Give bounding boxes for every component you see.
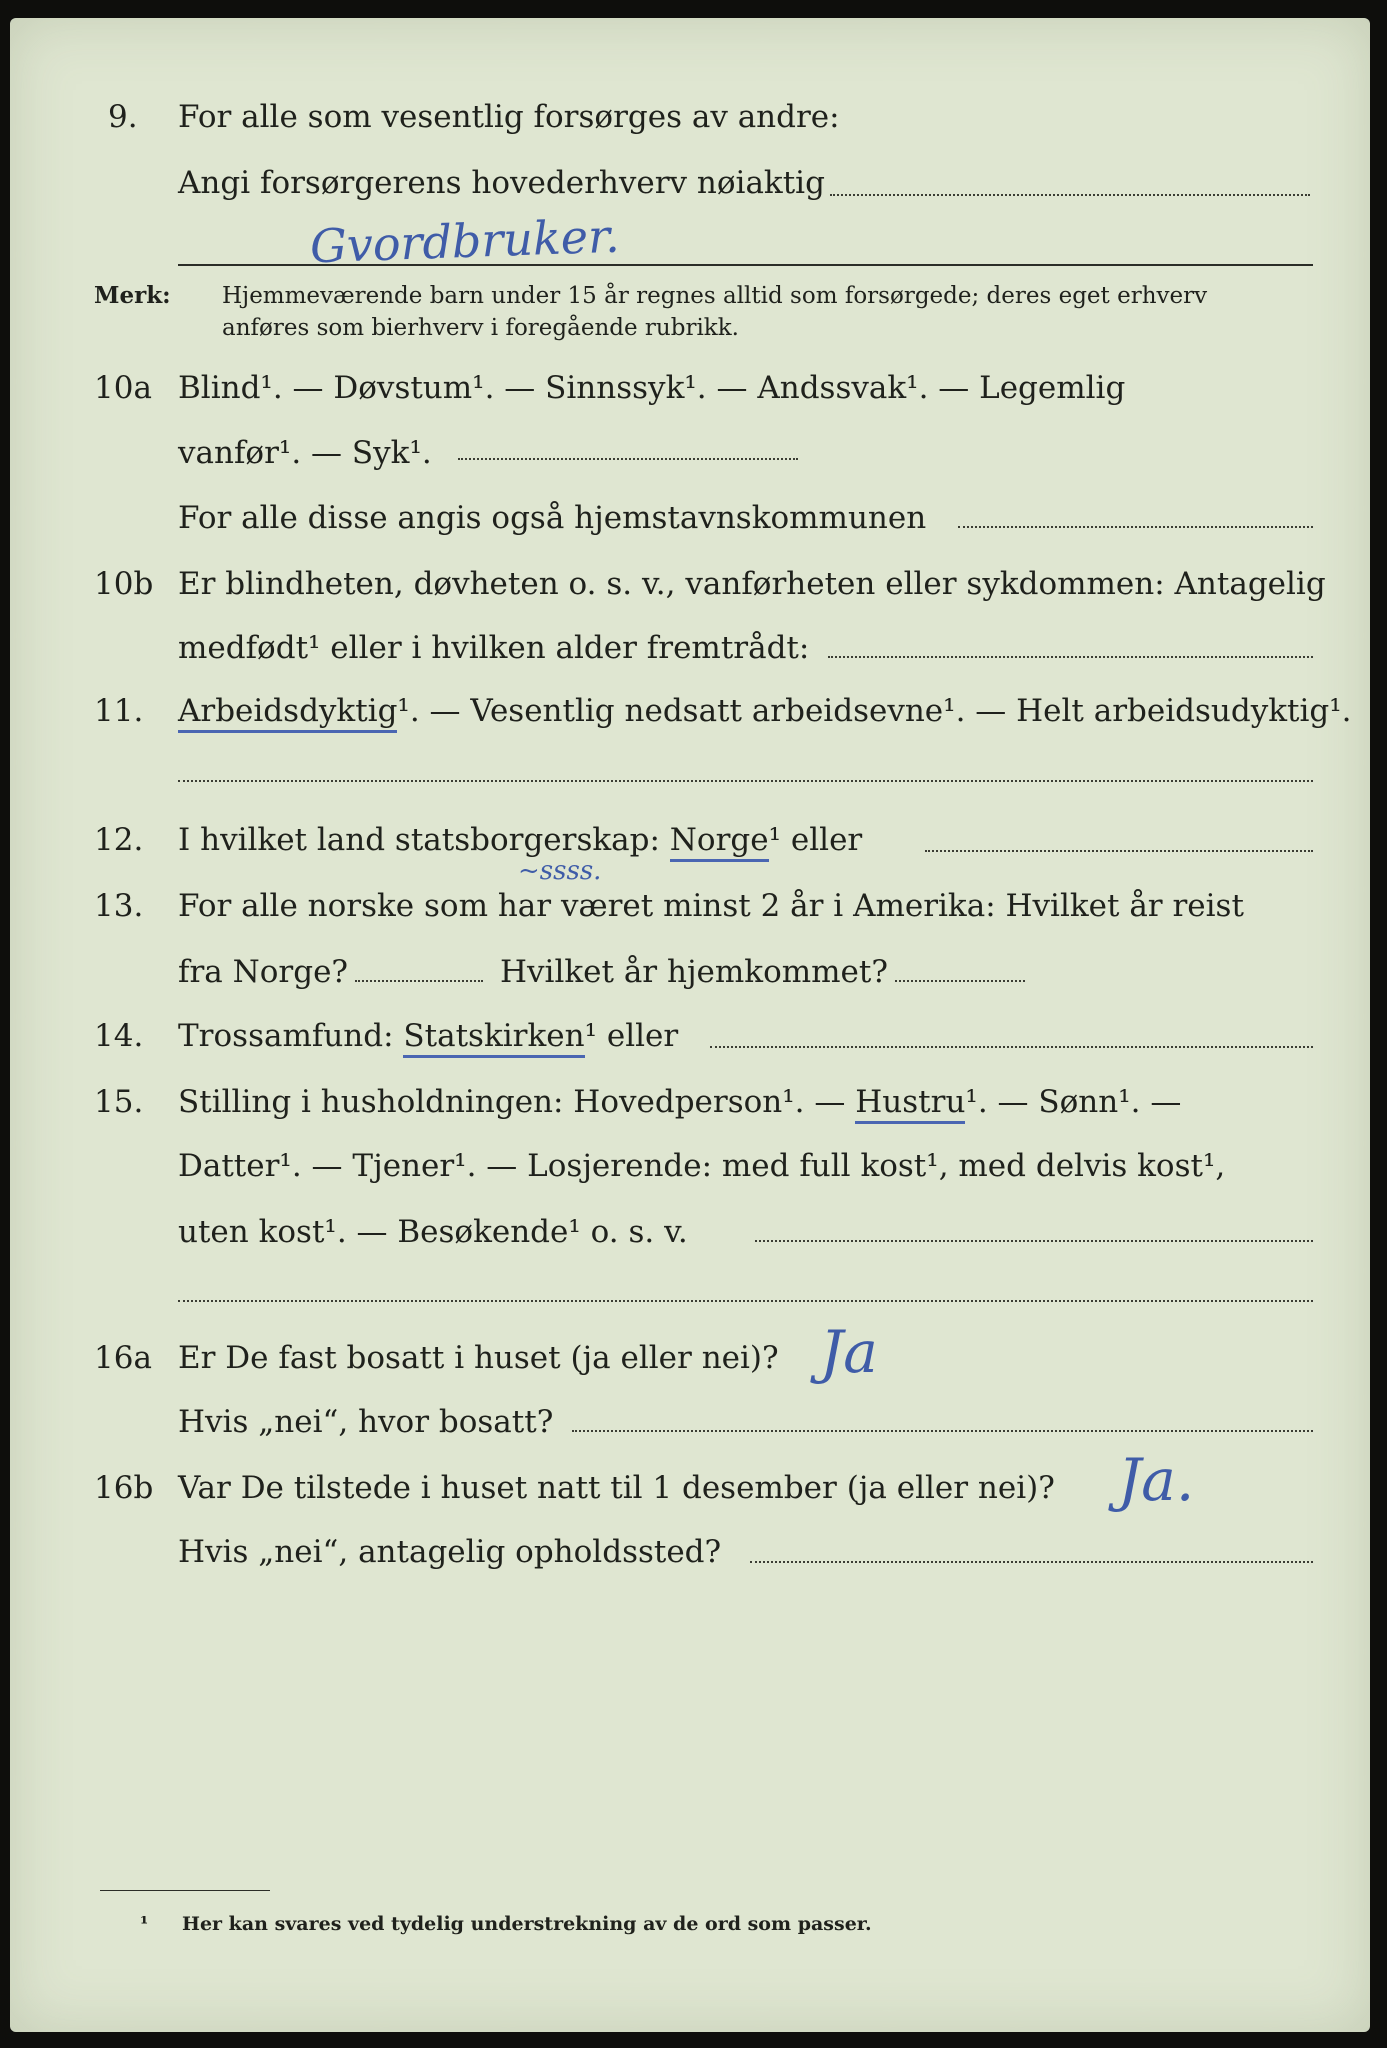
q13-line1: For alle norske som har været minst 2 år i Amerika: Hvilket år reist [178, 888, 1244, 924]
q12-leader [925, 850, 1313, 852]
merk-label: Merk: [94, 282, 171, 309]
q16a-number: 16a [94, 1340, 152, 1376]
q16b-number: 16b [94, 1470, 154, 1506]
q9-line1: For alle som vesentlig forsørges av andre: [178, 99, 840, 135]
q15-hustru-underlined: Hustru [855, 1084, 965, 1124]
q10b-line1: Er blindheten, døvheten o. s. v., vanførheten eller sykdommen: Antagelig [178, 566, 1326, 602]
merk-line2: anføres som bierhverv i foregående rubrikk. [222, 315, 739, 341]
q10b-number: 10b [94, 566, 154, 602]
q16a-line2: Hvis „nei“, hvor bosatt? [178, 1404, 554, 1440]
q14-line [178, 1016, 678, 1056]
q10a-syk-leader [458, 458, 798, 460]
q10a-kommune-leader [958, 526, 1313, 528]
q15-line2: Datter¹. — Tjener¹. — Losjerende: med full kost¹, med delvis kost¹, [178, 1148, 1226, 1184]
q15-answer-leader [178, 1300, 1313, 1302]
q11-rest: ¹. — Vesentlig nedsatt arbeidsevne¹. — Helt arbeidsudyktig¹. [397, 693, 1352, 729]
q11-answer-leader [178, 780, 1313, 782]
q9-number: 9. [108, 99, 138, 135]
q13-hjemkommet-leader [895, 980, 1025, 982]
q10b-line2: medfødt¹ eller i hvilken alder fremtrådt: [178, 630, 810, 666]
q10a-number: 10a [94, 370, 152, 406]
q10a-line3: For alle disse angis også hjemstavnskommunen [178, 500, 927, 536]
q14-text: Trossamfund: [178, 1018, 394, 1054]
footnote-rule [100, 1890, 270, 1891]
q15-line1 [178, 1082, 1181, 1122]
q15-text-a: Stilling i husholdningen: Hovedperson¹. — [178, 1084, 846, 1120]
q14-number: 14. [94, 1018, 144, 1054]
q13-reist-leader [355, 980, 483, 982]
q9-line2: Angi forsørgerens hovederhverv nøiaktig [178, 165, 825, 201]
q14-statskirken-underlined: Statskirken [403, 1018, 584, 1058]
q16b-line1: Var De tilstede i huset natt til 1 desember (ja eller nei)? [178, 1470, 1055, 1506]
q12-line [178, 820, 862, 860]
q13-line2a: fra Norge? [178, 954, 349, 990]
q15-line3: uten kost¹. — Besøkende¹ o. s. v. [178, 1214, 688, 1250]
q13-line2b: Hvilket år hjemkommet? [500, 954, 888, 990]
q13-number: 13. [94, 888, 144, 924]
q15-number: 15. [94, 1084, 144, 1120]
q16b-line2: Hvis „nei“, antagelig opholdssted? [178, 1534, 722, 1570]
q15-leader [755, 1240, 1313, 1242]
q10a-line1: Blind¹. — Døvstum¹. — Sinnssyk¹. — Andssvak¹. — Legemlig [178, 370, 1126, 406]
q16b-handwritten-answer: Ja. [1118, 1446, 1195, 1514]
q12-text: I hvilket land statsborgerskap: [178, 822, 660, 858]
footnote-mark: ¹ [140, 1913, 149, 1935]
q12-eller: ¹ eller [768, 822, 863, 858]
q11-number: 11. [94, 693, 144, 729]
q10b-leader [828, 656, 1313, 658]
q9-dotted-leader [830, 194, 1310, 196]
q10a-line2: vanfør¹. — Syk¹. [178, 435, 432, 471]
merk-line1: Hjemmeværende barn under 15 år regnes alltid som forsørgede; deres eget erhverv [222, 283, 1208, 309]
q16a-line1: Er De fast bosatt i huset (ja eller nei)? [178, 1340, 779, 1376]
q12-scribble: ~ssss. [518, 856, 602, 886]
q16a-leader [572, 1430, 1313, 1432]
q12-norge-underlined: Norge [670, 822, 769, 862]
q16a-handwritten-answer: Ja [820, 1318, 878, 1386]
q9-answer-rule [178, 264, 1313, 266]
footnote-text: Her kan svares ved tydelig understrekning av de ord som passer. [182, 1913, 872, 1935]
q14-eller: ¹ eller [584, 1018, 679, 1054]
q11-arbeidsdyktig-underlined: Arbeidsdyktig [178, 693, 397, 733]
q12-number: 12. [94, 822, 144, 858]
q14-leader [710, 1046, 1313, 1048]
q9-handwritten-answer: Gvordbruker. [309, 208, 621, 274]
q11-line [178, 691, 1352, 731]
q15-text-b: ¹. — Sønn¹. — [965, 1084, 1182, 1120]
q16b-leader [750, 1561, 1313, 1563]
census-form-page [10, 18, 1370, 2032]
